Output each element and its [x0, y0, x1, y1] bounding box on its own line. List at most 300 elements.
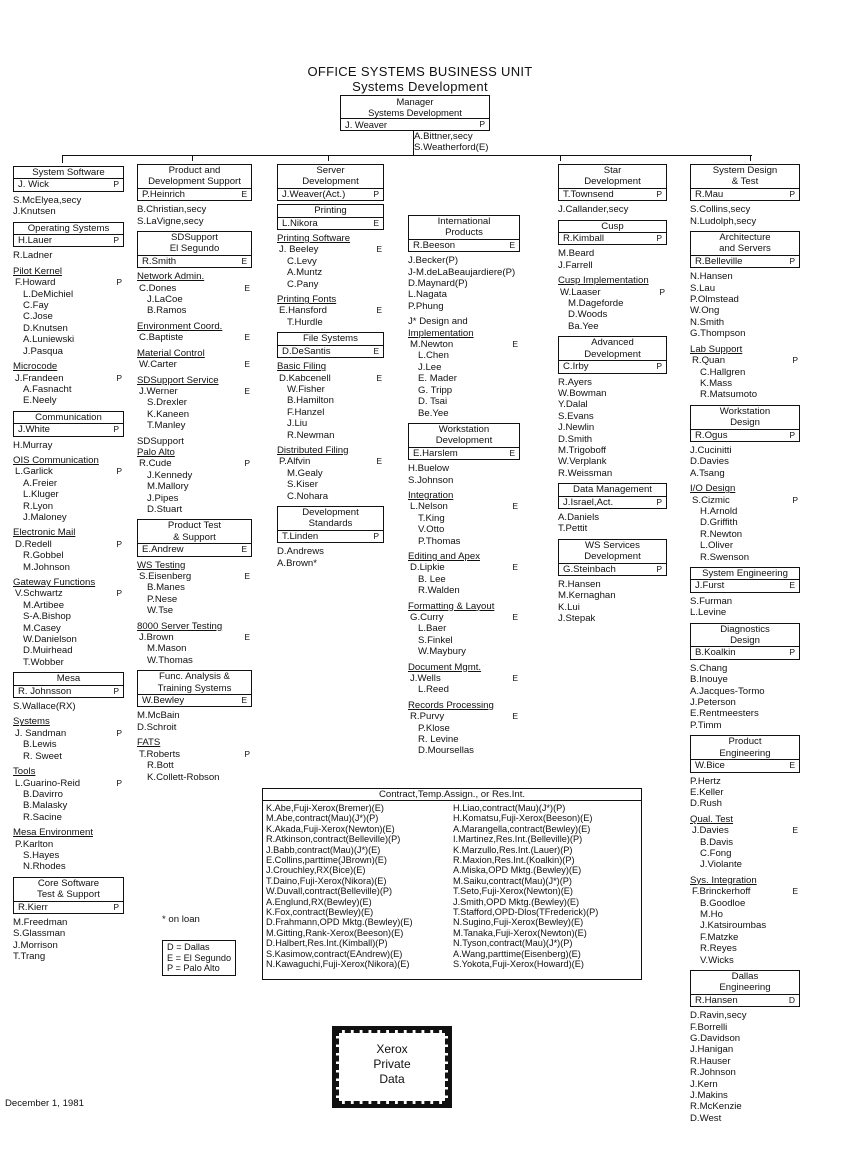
manager-name: P.Heinrich [142, 188, 186, 200]
staff-member: R.Swenson [700, 551, 750, 563]
group-manager-row [408, 339, 520, 350]
group-heading: Editing and Apex [408, 550, 481, 562]
contract-entry: R.Maxion,Res.Int.(Koalkin)(P) [453, 855, 575, 866]
group-heading: Printing Software [277, 233, 351, 245]
unit-title: Core Software [37, 877, 100, 889]
unit-box [137, 231, 252, 268]
staff-member: J.Pasqua [23, 345, 64, 357]
contract-entry: S.Kasimow,contract(EAndrew)(E) [266, 948, 403, 959]
manager-name: J.Furst [695, 580, 725, 592]
staff-member: J.Liu [287, 418, 308, 430]
staff-list [690, 663, 800, 731]
unit-title: System Software [32, 167, 105, 178]
location-tag: E [244, 332, 250, 343]
unit-title: Development [584, 551, 641, 563]
unit-box [408, 423, 520, 460]
staff-member: F.Matzke [700, 931, 739, 943]
location-tag: E [244, 632, 250, 643]
manager-name: L.Nikora [282, 217, 318, 229]
group-block [137, 321, 252, 344]
manager-name: P.Alfvin [279, 456, 311, 468]
unit-box [137, 164, 252, 201]
staff-member: S.Furman [690, 595, 733, 607]
staff-member: B.Davirro [23, 788, 63, 800]
unit-title: Advanced [591, 337, 634, 349]
staff-member: D.Rush [690, 798, 722, 810]
contract-entry: R.Atkinson,contract(Belleville)(P) [266, 834, 401, 845]
staff-member: L.Reed [418, 684, 449, 696]
group-block [13, 266, 124, 357]
staff-member: S.McElyea,secy [13, 194, 82, 206]
unit-title: System Design [712, 165, 778, 176]
manager-name: S.Cizmic [692, 494, 730, 506]
unit-box [690, 164, 800, 201]
unit-box [690, 567, 800, 593]
staff-member: S.Collins,secy [690, 204, 751, 216]
location-tag: P [656, 188, 662, 199]
group-heading: SDSupport [137, 435, 184, 447]
unit-box [558, 336, 667, 373]
staff-member: R.Hansen [558, 579, 601, 590]
staff-member: S.Kiser [287, 479, 318, 491]
group-manager-row [690, 825, 800, 836]
staff-member: K.Kaneen [147, 408, 190, 420]
staff-member: D.Muirhead [23, 645, 73, 657]
staff-member: W.Maybury [418, 646, 466, 658]
group-block [137, 436, 252, 516]
unit-title: Development Support [148, 176, 241, 188]
manager-name: J.Werner [139, 385, 178, 397]
manager-name: G.Steinbach [563, 563, 616, 575]
location-tag: P [656, 496, 662, 507]
staff-member: J.Makins [690, 1090, 728, 1102]
unit-title: Dallas [731, 971, 759, 982]
staff-member: D.Maynard(P) [408, 278, 468, 290]
legend-el-segundo: E = El Segundo [167, 952, 232, 963]
manager-name: R.Belleville [695, 255, 743, 267]
group-manager-row [13, 277, 124, 288]
unit-title: Test & Support [37, 889, 100, 901]
group-manager-row [137, 359, 252, 370]
unit-manager-row [138, 255, 251, 267]
group-block [277, 361, 384, 441]
location-tag: P [116, 466, 122, 477]
group-block [13, 716, 124, 762]
staff-list [277, 546, 384, 569]
staff-member: S.Lau [690, 282, 716, 294]
staff-member: M.Johnson [23, 561, 70, 573]
group-heading: Palo Alto [137, 446, 175, 458]
staff-member: R.Newman [287, 429, 335, 441]
group-block [558, 275, 667, 332]
group-block [137, 560, 252, 617]
location-tag: P [116, 277, 122, 288]
contract-entry: W.Duvall,contract(Belleville)(P) [266, 886, 393, 897]
staff-member: R.Ladner [13, 250, 53, 262]
location-tag: P [244, 748, 250, 759]
manager-name: R.Ogus [695, 429, 728, 441]
unit-title: Workstation [719, 405, 771, 417]
group-manager-row [558, 287, 667, 298]
location-tag: P [373, 188, 379, 199]
staff-member: S.Hayes [23, 849, 60, 861]
location-tag: E [512, 673, 518, 684]
manager-name: J.Brown [139, 632, 174, 644]
location-tag: P [113, 179, 119, 190]
manager-name: R.Purvy [410, 711, 445, 723]
staff-member: J.Callander,secy [558, 204, 629, 216]
staff-member: P.Nese [147, 593, 178, 605]
unit-title: Workstation [438, 423, 490, 435]
staff-list [690, 445, 800, 479]
unit-box [277, 164, 384, 201]
contract-entry: A.Miska,OPD Mktg.(Bewley)(E) [453, 865, 582, 876]
manager-name: W.Bewley [142, 695, 185, 707]
staff-list [558, 204, 667, 215]
staff-member: P.Klose [418, 722, 450, 734]
group-block [13, 827, 124, 873]
group-block [277, 294, 384, 328]
staff-member: R.Newton [700, 528, 743, 540]
staff-member: J.Cucinitti [690, 444, 732, 456]
location-tag: E [789, 580, 795, 591]
staff-list [690, 204, 800, 227]
location-tag: E [244, 282, 250, 293]
group-heading: Lab Support [690, 343, 743, 355]
contract-entry: J.Smith,OPD Mktg.(Bewley)(E) [453, 896, 580, 907]
staff-member: R.Weissman [558, 467, 613, 479]
group-manager-row [137, 749, 252, 760]
staff-member: C.Hallgren [700, 366, 746, 378]
staff-member: E.Rentmeesters [690, 708, 759, 720]
staff-member: A.Daniels [558, 511, 600, 523]
staff-member: J.Farrell [558, 259, 593, 271]
staff-member: B.Malasky [23, 800, 68, 812]
unit-title: Product [728, 736, 762, 748]
contract-entry: T.Seto,Fuji-Xerox(Newton)(E) [453, 886, 573, 897]
manager-name: T.Linden [282, 530, 319, 542]
group-heading: OIS Communication [13, 454, 99, 466]
location-tag: P [244, 458, 250, 469]
location-tag: E [512, 711, 518, 722]
location-tag: P [116, 588, 122, 599]
group-manager-row [408, 612, 520, 623]
group-manager-row [408, 711, 520, 722]
staff-member: S.Drexler [147, 397, 187, 409]
manager-box [340, 95, 490, 131]
staff-member: W.Danielson [23, 634, 77, 646]
manager-name: C.Baptiste [139, 332, 184, 344]
unit-box [558, 164, 667, 201]
unit-manager-row [691, 759, 799, 771]
group-heading: Material Control [137, 347, 205, 359]
unit-box [13, 222, 124, 248]
location-tag: P [789, 188, 795, 199]
staff-member: A.Luniewski [23, 334, 75, 346]
staff-member: L.Oliver [700, 540, 734, 552]
unit-title: Training Systems [157, 682, 232, 694]
manager-name: P.Karlton [15, 838, 54, 850]
location-tag: E [373, 345, 379, 356]
staff-member: P.Hertz [690, 775, 721, 787]
group-block [13, 361, 124, 407]
staff-member: C.Jose [23, 311, 53, 323]
staff-member: R.Ayers [558, 376, 592, 388]
staff-member: R.Johnson [690, 1067, 736, 1079]
unit-manager-row [559, 496, 666, 508]
staff-member: L.Chen [418, 350, 449, 362]
manager-name: E.Andrew [142, 544, 184, 556]
location-tag: E [244, 385, 250, 396]
staff-member: F.Borrelli [690, 1021, 728, 1033]
location-tag: E [789, 760, 795, 771]
unit-box [277, 332, 384, 358]
staff-member: M.Mason [147, 643, 187, 655]
unit-manager-row [559, 360, 666, 372]
unit-title: and Servers [719, 243, 771, 255]
group-heading: WS Testing [137, 559, 186, 571]
staff-member: D.Schroit [137, 721, 177, 733]
staff-list [690, 271, 800, 339]
unit-manager-row [691, 646, 799, 658]
location-tag: P [656, 233, 662, 244]
group-block [277, 233, 384, 290]
staff-member: D.West [690, 1112, 722, 1124]
location-tag: P [116, 777, 122, 788]
manager-name: R.Mau [695, 188, 724, 200]
staff-member: M.Ho [700, 908, 723, 920]
unit-title: Operating Systems [27, 222, 110, 234]
manager-name: R.Kierr [18, 901, 48, 913]
manager-name: R.Quan [692, 355, 726, 367]
staff-member: M.Trigoboff [558, 444, 606, 456]
contract-title: Contract,Temp.Assign., or Res.Int. [263, 789, 641, 801]
unit-manager-row [14, 423, 123, 435]
unit-title: Engineering [719, 747, 771, 759]
staff-member: Ba.Yee [568, 320, 599, 332]
group-block [690, 875, 800, 966]
staff-member: C.Fong [700, 847, 732, 859]
unit-box [277, 506, 384, 543]
staff-member: H.Murray [13, 439, 53, 451]
staff-member: L.DeMichiel [23, 288, 74, 300]
manager-name: S.Eisenberg [139, 571, 192, 582]
staff-list [558, 512, 667, 535]
group-heading: SDSupport Service [137, 374, 219, 386]
staff-member: K.Lui [558, 601, 580, 613]
group-heading: Distributed Filing [277, 444, 349, 456]
unit-box [13, 877, 124, 914]
staff-weatherford: S.Weatherford(E) [414, 142, 489, 154]
manager-name: J.Frandeen [15, 372, 64, 384]
location-tag: P [656, 361, 662, 372]
staff-member: R.McKenzie [690, 1101, 742, 1113]
location-tag: P [789, 255, 795, 266]
manager-name: R.Hansen [695, 994, 738, 1006]
unit-title: Development [302, 176, 359, 188]
group-heading: Pilot Kernel [13, 265, 63, 277]
contract-entry: D.Frahmann,OPD Mktg.(Bewley)(E) [266, 917, 413, 928]
group-heading: Network Admin. [137, 271, 205, 283]
staff-list [690, 1010, 800, 1124]
location-tag: P [116, 727, 122, 738]
staff-member: A.Brown* [277, 557, 317, 569]
group-heading: Electronic Mail [13, 527, 76, 539]
location-tag: P [113, 685, 119, 696]
manager-name: J. Sandman [15, 727, 67, 739]
unit-manager-row [138, 694, 251, 706]
location-tag: E [509, 239, 515, 250]
staff-member: J.Stepak [558, 613, 596, 625]
staff-member: B.Manes [147, 582, 185, 594]
group-heading: Tools [13, 766, 36, 778]
location-tag: P [792, 494, 798, 505]
unit-title: Standards [308, 518, 353, 530]
group-heading: Formatting & Layout [408, 600, 495, 612]
manager-name: R.Kimball [563, 233, 605, 245]
staff-member: S.Glassman [13, 928, 66, 940]
group-block [408, 700, 520, 757]
location-tag: P [656, 563, 662, 574]
unit-title: & Support [173, 531, 216, 543]
unit-manager-row [691, 255, 799, 267]
staff-member: L.Nagata [408, 289, 447, 301]
manager-box-line-2: Systems Development [368, 107, 462, 118]
staff-member: G.Davidson [690, 1033, 741, 1045]
manager-name: R. Johnsson [18, 685, 72, 697]
contract-entry: S.Yokota,Fuji-Xerox(Howard)(E) [453, 959, 584, 970]
group-manager-row [277, 373, 384, 384]
contract-entry: M.Tanaka,Fuji-Xerox(Newton)(E) [453, 927, 587, 938]
staff-member: N.Ludolph,secy [690, 215, 757, 227]
staff-member: J.Pipes [147, 492, 179, 504]
stamp-line-1: Xerox [376, 1042, 408, 1056]
page-title: OFFICE SYSTEMS BUSINESS UNIT [307, 64, 533, 79]
document-date: December 1, 1981 [5, 1098, 84, 1109]
unit-title: Engineering [719, 982, 771, 994]
contract-entry: H.Liao,contract(Mau)(J*)(P) [453, 803, 566, 813]
group-block [408, 662, 520, 696]
footnote: * on loan [162, 914, 200, 925]
staff-list [13, 250, 124, 261]
contract-entry: A.Wang,parttime(Eisenberg)(E) [453, 948, 581, 959]
staff-list [558, 579, 667, 625]
contract-entry: K.Akada,Fuji-Xerox(Newton)(E) [266, 823, 395, 834]
contract-entry: N.Sugino,Fuji-Xerox(Bewley)(E) [453, 917, 584, 928]
unit-title: Development [584, 348, 641, 360]
unit-manager-row [14, 901, 123, 913]
location-tag: E [792, 886, 798, 897]
location-tag: E [512, 501, 518, 512]
contract-entry: T.Stafford,OPD-Dlos(TFrederick)(P) [453, 907, 599, 918]
location-tag: E [512, 339, 518, 350]
unit-title: Development [302, 506, 359, 518]
group-manager-row [13, 839, 124, 850]
staff-member: J.Maloney [23, 511, 67, 523]
unit-box [690, 405, 800, 442]
group-heading: I/O Design [690, 483, 736, 495]
staff-member: R.Walden [418, 585, 460, 597]
location-tag: E [376, 305, 382, 316]
unit-title: Communication [35, 411, 102, 423]
unit-manager-row [278, 345, 383, 357]
staff-member: T.Manley [147, 420, 186, 432]
manager-name: C.Irby [563, 361, 589, 373]
staff-member: M.Kernaghan [558, 590, 616, 602]
staff-member: G. Tripp [418, 384, 453, 396]
staff-list [558, 248, 667, 271]
unit-title: Mesa [56, 673, 81, 685]
column-system-design-test [690, 161, 800, 1128]
staff-member: S.Finkel [418, 634, 453, 646]
drop-col1 [62, 155, 63, 163]
staff-list [408, 255, 520, 312]
group-heading: Gateway Functions [13, 577, 96, 588]
manager-name: F.Howard [15, 277, 56, 289]
staff-member: C.Pany [287, 278, 319, 290]
staff-member: B. Lee [418, 573, 446, 585]
staff-member: V.Otto [418, 524, 445, 536]
unit-manager-row [409, 447, 519, 459]
manager-name: H.Lauer [18, 235, 53, 247]
group-heading: FATS [137, 737, 161, 749]
unit-title: El Segundo [169, 243, 220, 255]
group-heading: Records Processing [408, 699, 494, 711]
contract-box [262, 788, 642, 980]
staff-list [690, 776, 800, 810]
staff-list [137, 710, 252, 733]
staff-list [13, 440, 124, 451]
staff-member: J.Knutsen [13, 206, 56, 218]
staff-member: F.Hanzel [287, 406, 325, 418]
group-block [137, 621, 252, 667]
location-tag: P [789, 429, 795, 440]
group-manager-row [408, 673, 520, 684]
staff-member: J.Lee [418, 361, 442, 373]
staff-member: J.Becker(P) [408, 255, 459, 267]
staff-member: K.Mass [700, 377, 732, 389]
location-tag: E [241, 695, 247, 706]
staff-member: J.Kennedy [147, 469, 193, 481]
location-tag: E [244, 571, 250, 581]
unit-title: SDSupport [171, 232, 218, 244]
staff-member: W.Tse [147, 605, 174, 617]
unit-title: Star [603, 165, 622, 176]
group-block [408, 551, 520, 597]
group-block [137, 375, 252, 432]
manager-name: W.Carter [139, 359, 177, 371]
group-manager-row [690, 495, 800, 506]
unit-box [137, 519, 252, 556]
manager-name: J. Weaver [345, 119, 388, 130]
unit-box [690, 735, 800, 772]
staff-member: A.Freier [23, 477, 58, 489]
staff-member: B.Goodloe [700, 897, 746, 909]
unit-title: Diagnostics [720, 623, 770, 635]
location-tag: P [789, 647, 795, 658]
staff-member: L.Kluger [23, 489, 59, 501]
group-heading: Environment Coord. [137, 320, 223, 332]
manager-name: D.Redell [15, 538, 52, 550]
staff-member: J.Peterson [690, 697, 736, 709]
group-block [13, 766, 124, 823]
staff-member: R. Levine [418, 734, 459, 746]
staff-member: J.Morrison [13, 939, 58, 951]
staff-member: J.LaCoe [147, 294, 183, 306]
staff-member: S.Johnson [408, 474, 454, 486]
group-block [690, 483, 800, 563]
legend-box [162, 940, 236, 976]
